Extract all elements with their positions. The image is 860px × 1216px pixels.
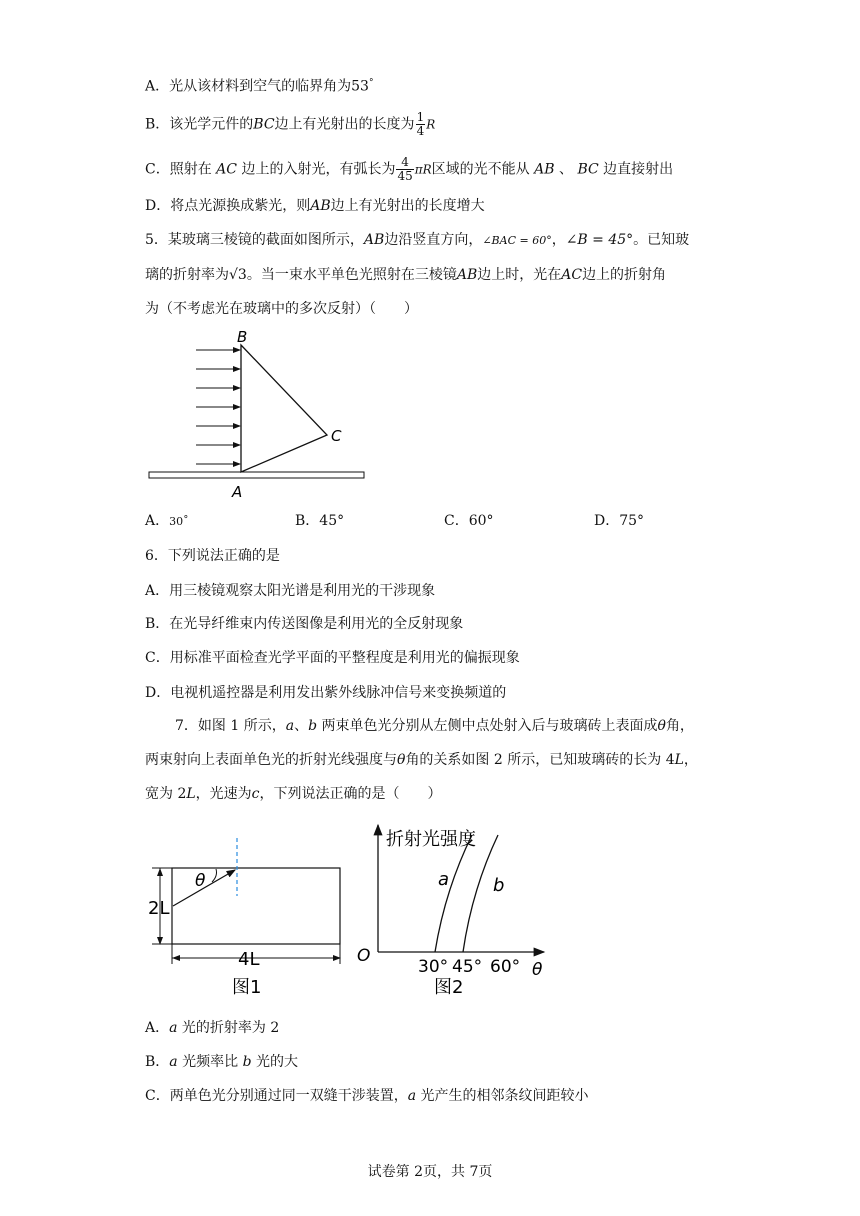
q4-option-b xyxy=(145,111,435,138)
q6-option-b: B．在光导纤维束内传送图像是利用光的全反射现象 xyxy=(145,616,464,632)
curve-b-label: b xyxy=(493,875,505,896)
figure-1-caption: 图1 xyxy=(232,977,262,998)
separator: 、 xyxy=(558,161,573,178)
variable: θ xyxy=(397,752,406,768)
numerator: 4 xyxy=(396,156,413,170)
option-text: 光产生的相邻条纹间距较小 xyxy=(416,1088,589,1104)
figure-2-intensity-graph xyxy=(350,815,570,1005)
q6-option-d: D．电视机遥控器是利用发出紫外线脉冲信号来变换频道的 xyxy=(145,685,507,701)
option-label: D． xyxy=(594,513,620,529)
denominator: 45 xyxy=(397,169,413,183)
vertex-b-label: B xyxy=(237,328,248,346)
page-footer: 试卷第 2页，共 7页 xyxy=(367,1164,493,1180)
variable: L xyxy=(186,786,196,802)
y-axis-label: 折射光强度 xyxy=(386,829,476,850)
q7-option-b xyxy=(145,1052,298,1072)
option-label: C． xyxy=(444,513,469,529)
numerator: 1 xyxy=(416,110,425,124)
variable: a xyxy=(407,1088,417,1104)
option-text: 两单色光分别通过同一双缝干涉装置， xyxy=(169,1088,408,1104)
q4-option-a xyxy=(145,73,373,97)
fraction xyxy=(416,111,426,138)
x-axis-label: θ xyxy=(532,960,543,980)
option-label: B． xyxy=(295,513,320,529)
edge-label: BC xyxy=(253,116,275,133)
option-label: A． xyxy=(145,1020,170,1036)
stem-text: 角的关系如图 2 所示，已知玻璃砖的长为 4 xyxy=(405,752,675,768)
q5-stem-line2 xyxy=(145,265,666,285)
variable: b xyxy=(308,718,318,734)
option-text: 边上有光射出的长度增大 xyxy=(330,198,485,214)
option-value: 45° xyxy=(319,513,345,529)
base-plate xyxy=(149,472,364,478)
option-text: 照射在 xyxy=(169,161,212,178)
stem-text: 璃的折射率为 xyxy=(145,267,229,283)
variable: a xyxy=(169,1020,178,1036)
option-label: D． xyxy=(145,198,171,214)
q7-stem-line1 xyxy=(175,716,694,736)
stem-text: 宽为 2 xyxy=(145,786,187,802)
edge-label: AB xyxy=(310,198,331,214)
angle-expression: ∠B = 45° xyxy=(565,232,634,248)
vertex-c-label: C xyxy=(331,427,342,445)
q7-stem-line2 xyxy=(145,750,698,770)
q7-option-c xyxy=(145,1086,589,1106)
height-label: 2L xyxy=(148,898,170,919)
tick-30: 30° xyxy=(418,957,449,977)
stem-text: ， xyxy=(683,752,698,768)
option-text: 光的折射率为 2 xyxy=(177,1020,280,1036)
option-text: 光从该材料到空气的临界角为 xyxy=(169,78,352,95)
stem-text: 某玻璃三棱镜的截面如图所示， xyxy=(167,232,364,248)
stem-text: 两束单色光分别从左侧中点处射入后与玻璃砖上表面成 xyxy=(317,718,658,734)
option-text: 边上的入射光，有弧长为 xyxy=(241,161,396,178)
origin-label: O xyxy=(357,946,371,966)
stem-text: 。已知玻 xyxy=(633,232,690,248)
length-label: 4L xyxy=(238,949,260,970)
stem-text: ，光速为 xyxy=(195,786,252,802)
q7-option-a xyxy=(145,1018,279,1038)
option-label: A． xyxy=(145,513,170,529)
theta-label: θ xyxy=(195,871,206,891)
edge-label: AC xyxy=(216,161,237,178)
option-value: 75° xyxy=(619,513,645,529)
option-text: 区域的光不能从 xyxy=(431,161,530,178)
q6-stem: 6．下列说法正确的是 xyxy=(145,548,280,564)
variable: c xyxy=(251,786,260,802)
stem-text: ，下列说法正确的是（ ） xyxy=(259,786,442,802)
q7-stem-line3 xyxy=(145,784,442,804)
q5-option-b xyxy=(295,511,344,531)
tick-60: 60° xyxy=(490,957,521,977)
option-value: 60° xyxy=(468,513,494,529)
q5-option-d xyxy=(594,511,644,531)
option-text: 该光学元件的 xyxy=(169,116,254,133)
edge-label: AC xyxy=(561,267,583,283)
variable: b xyxy=(242,1054,252,1070)
option-text: 边上有光射出的长度为 xyxy=(274,116,415,133)
prism-triangle xyxy=(241,345,327,472)
degree-sign: ° xyxy=(368,78,374,88)
stem-text: 为（不考虑光在玻璃中的多次反射）（ ） xyxy=(145,301,418,317)
theta-arc xyxy=(212,869,217,882)
incident-light-arrows xyxy=(196,350,240,464)
stem-text: 、 xyxy=(294,718,309,734)
q5-option-c xyxy=(444,511,494,531)
option-text: 边直接射出 xyxy=(603,161,674,178)
edge-label: AB xyxy=(456,267,478,283)
q4-option-c xyxy=(145,156,673,183)
figure-1-glass-brick xyxy=(140,830,355,1005)
figure-2-caption: 图2 xyxy=(434,977,464,998)
stem-text: 边上的折射角 xyxy=(582,267,667,283)
fraction xyxy=(396,156,413,183)
question-number: 5． xyxy=(145,232,168,248)
angle-expression: ∠BAC = 60° xyxy=(482,234,552,247)
stem-text: 两束射向上表面单色光的折射光线强度与 xyxy=(145,752,397,768)
angle-value: 53 xyxy=(351,78,369,95)
stem-text: 7．如图 1 所示， xyxy=(175,718,286,734)
edge-label: AB xyxy=(363,232,385,248)
variable: L xyxy=(674,752,684,768)
stem-text: 角， xyxy=(665,718,694,734)
variable: R xyxy=(426,117,436,132)
variable: a xyxy=(169,1054,178,1070)
vertex-a-label: A xyxy=(232,483,243,501)
q5-stem-line3 xyxy=(145,299,418,319)
option-label: B． xyxy=(145,116,170,133)
variable: θ xyxy=(657,718,666,734)
q4-option-d xyxy=(145,196,485,216)
option-label: C． xyxy=(145,161,170,178)
refractive-index: √3 xyxy=(229,267,247,283)
tick-45: 45° xyxy=(452,957,483,977)
option-label: C． xyxy=(145,1088,170,1104)
stem-text: ， xyxy=(551,232,566,248)
option-label: A． xyxy=(145,78,170,95)
pi-symbol: π xyxy=(414,162,423,177)
q6-option-c: C．用标准平面检查光学平面的平整程度是利用光的偏振现象 xyxy=(145,650,520,666)
q6-option-a: A．用三棱镜观察太阳光谱是利用光的干涉现象 xyxy=(145,583,436,599)
q5-option-a xyxy=(145,511,189,532)
variable: R xyxy=(422,162,432,177)
option-value: 30˚ xyxy=(169,515,189,528)
stem-text: 边上时，光在 xyxy=(477,267,562,283)
edge-label: BC xyxy=(577,161,599,178)
edge-label: AB xyxy=(534,161,555,178)
option-label: B． xyxy=(145,1054,170,1070)
variable: a xyxy=(285,718,295,734)
denominator: 4 xyxy=(416,124,425,138)
option-text: 光频率比 xyxy=(177,1054,243,1070)
curve-a-label: a xyxy=(438,869,450,890)
stem-text: 边沿竖直方向， xyxy=(384,232,483,248)
stem-text: 。当一束水平单色光照射在三棱镜 xyxy=(246,267,457,283)
prism-figure xyxy=(140,325,380,505)
option-text: 光的大 xyxy=(251,1054,298,1070)
option-text: 将点光源换成紫光，则 xyxy=(170,198,311,214)
q5-stem-line1 xyxy=(145,230,689,251)
